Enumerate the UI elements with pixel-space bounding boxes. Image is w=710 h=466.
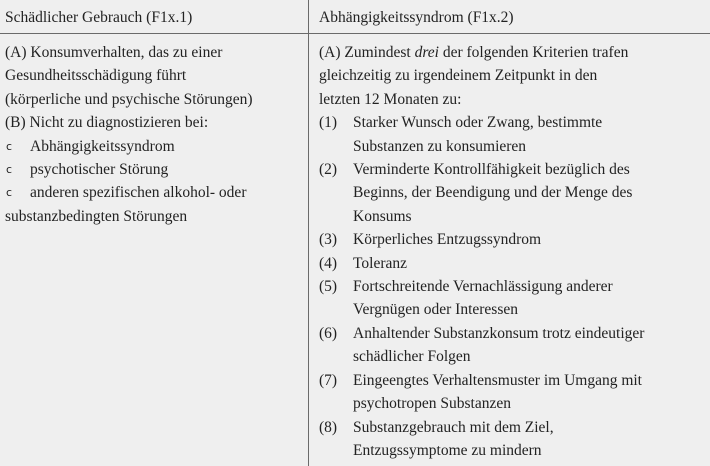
criterion-a-intro	[319, 41, 707, 64]
item-text: Eingeengtes Verhaltensmuster im Umgang mit	[353, 371, 642, 389]
item-number: (1)	[319, 114, 338, 132]
criterion-a-line: (körperliche und psychische Störungen)	[5, 90, 253, 108]
criterion-item-8	[319, 416, 707, 463]
header-harmful-use: Schädlicher Gebrauch (F1x.1)	[5, 9, 193, 26]
item-number: (2)	[319, 161, 338, 179]
right-column	[319, 41, 707, 462]
criterion-a-line: gleichzeitig zu irgendeinem Zeitpunkt in den	[319, 67, 598, 85]
item-text: Konsums	[353, 207, 412, 225]
item-number: (5)	[319, 278, 338, 296]
criterion-a-line: (A) Konsumverhalten, das zu einer	[5, 44, 223, 61]
exclusion-item	[5, 135, 303, 158]
criterion-a-line: Gesundheitsschädigung führt	[5, 67, 187, 85]
intro-prefix: (A) Zumindest	[319, 44, 415, 61]
intro-emphasis: drei	[414, 44, 439, 61]
item-text: Beginns, der Beendigung und der Menge des	[353, 184, 633, 202]
column-divider	[308, 0, 309, 466]
exclusion-text: Abhängigkeitssyndrom	[30, 137, 175, 155]
item-text: schädlicher Folgen	[353, 348, 471, 366]
bullet-mark: c	[6, 163, 13, 177]
exclusion-text: anderen spezifischen alkohol- oder	[30, 184, 247, 202]
intro-rest: der folgenden Kriterien trafen	[438, 44, 629, 61]
item-text: Fortschreitende Vernachlässigung anderer	[353, 278, 613, 296]
exclusion-text: psychotischer Störung	[30, 161, 169, 179]
item-text: Verminderte Kontrollfähigkeit bezüglich des	[353, 161, 630, 179]
item-text: psychotropen Substanzen	[353, 395, 511, 413]
criterion-item-5	[319, 275, 707, 322]
item-text: Toleranz	[353, 254, 407, 272]
exclusion-item	[5, 181, 303, 204]
criterion-a-line: letzten 12 Monaten zu:	[319, 90, 462, 108]
item-number: (7)	[319, 371, 338, 389]
header-divider	[0, 33, 710, 34]
item-text: Körperliches Entzugssyndrom	[353, 231, 542, 249]
bullet-mark: c	[6, 186, 13, 200]
criterion-item-7	[319, 369, 707, 416]
item-text: Vergnügen oder Interessen	[353, 301, 518, 319]
item-text: Substanzen zu konsumieren	[353, 137, 527, 155]
criterion-item-1	[319, 111, 707, 158]
criterion-item-6	[319, 322, 707, 369]
item-number: (6)	[319, 324, 338, 342]
exclusion-item	[5, 158, 303, 181]
criterion-item-4	[319, 252, 707, 275]
item-number: (3)	[319, 231, 338, 249]
item-text: Anhaltender Substanzkonsum trotz eindeutiger	[353, 324, 645, 342]
item-number: (8)	[319, 418, 338, 436]
header-dependence-syndrome: Abhängigkeitssyndrom (F1x.2)	[319, 9, 514, 26]
bullet-mark: c	[6, 139, 13, 153]
left-column	[5, 41, 303, 228]
item-text: Substanzgebrauch mit dem Ziel,	[353, 418, 554, 436]
item-text: Starker Wunsch oder Zwang, bestimmte	[353, 114, 603, 132]
criterion-item-3	[319, 228, 707, 251]
item-text: Entzugssymptome zu mindern	[353, 441, 542, 459]
criterion-b-line: (B) Nicht zu diagnostizieren bei:	[5, 114, 209, 132]
item-number: (4)	[319, 254, 338, 272]
criterion-item-2	[319, 158, 707, 228]
exclusion-continuation: substanzbedingten Störungen	[5, 207, 188, 225]
